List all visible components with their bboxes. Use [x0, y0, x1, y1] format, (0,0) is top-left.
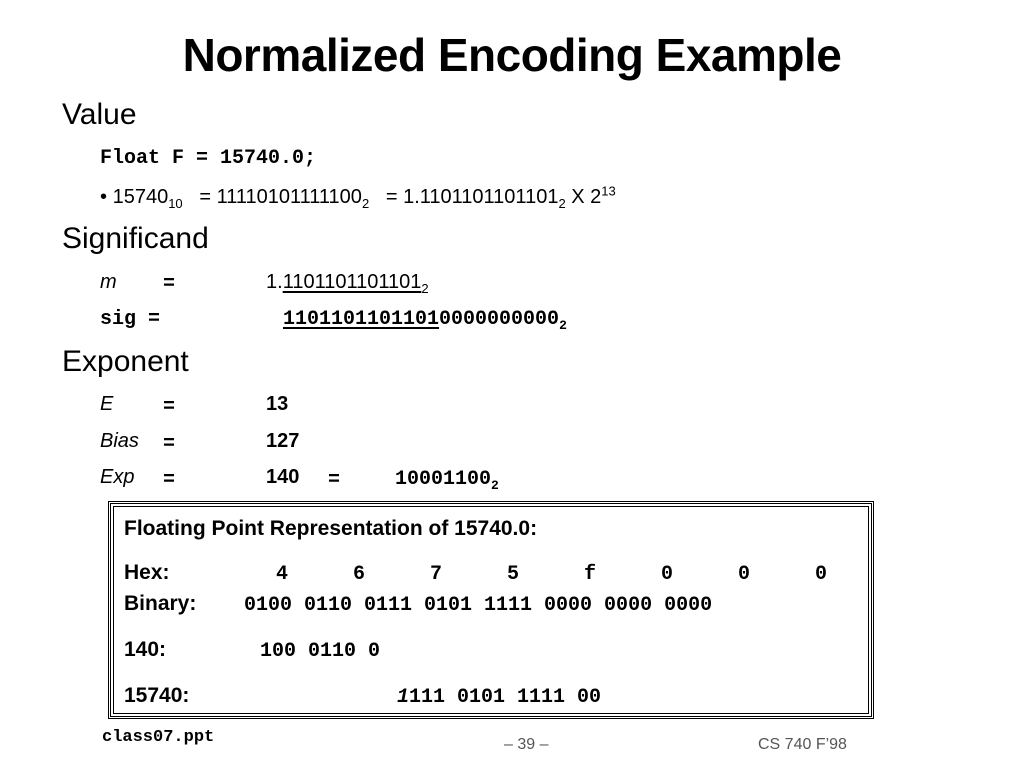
hex-digit: f [584, 563, 597, 586]
exp-equals: = [163, 469, 176, 492]
exp-binary-base: 2 [491, 478, 499, 493]
decimal-value: 15740 [112, 186, 169, 208]
bias-equals: = [163, 433, 176, 456]
representation-box [108, 501, 874, 719]
hex-digit: 0 [661, 563, 674, 586]
implied-leading-one: 1 [397, 686, 410, 709]
hex-digit: 0 [738, 563, 751, 586]
normalized-value: 1.1101101101101 [403, 186, 559, 208]
times-two: X 2 [571, 186, 602, 208]
exp-equals-2: = [328, 469, 341, 492]
row-15740-bits [397, 686, 601, 709]
binary-base: 2 [361, 196, 370, 211]
equals-2: = [385, 186, 398, 208]
representation-box-inner [113, 506, 869, 714]
value-bullet-line [100, 183, 616, 211]
m-label: m [100, 271, 117, 293]
hex-digit: 0 [815, 563, 828, 586]
equals-1: = [199, 186, 212, 208]
sig-underlined: 1101101101101 [283, 308, 440, 331]
row-15740-rest: 111 0101 1111 00 [409, 686, 602, 709]
exponent-13: 13 [601, 183, 616, 199]
m-prefix: 1. [266, 271, 283, 293]
row-140-label: 140: [124, 638, 167, 661]
hex-label: Hex: [124, 561, 170, 584]
e-label: E [100, 393, 114, 415]
e-value: 13 [266, 393, 289, 415]
m-equals: = [163, 273, 176, 296]
sig-base: 2 [559, 318, 567, 333]
exp-value: 140 [266, 466, 300, 488]
value-heading: Value [62, 98, 137, 131]
e-equals: = [163, 396, 176, 419]
bias-label: Bias [100, 430, 139, 452]
sig-rest: 0000000000 [439, 308, 560, 331]
m-value [266, 271, 429, 294]
exponent-heading: Exponent [62, 345, 189, 378]
footer-course: CS 740 F’98 [758, 736, 847, 753]
exp-binary [395, 468, 499, 491]
box-title: Floating Point Representation of 15740.0: [124, 517, 538, 540]
exp-label: Exp [100, 466, 135, 488]
row-140-bits: 100 0110 0 [260, 640, 381, 663]
m-base: 2 [421, 281, 429, 296]
footer-filename: class07.ppt [102, 728, 215, 747]
value-code: Float F = 15740.0; [100, 147, 317, 170]
decimal-base: 10 [168, 196, 183, 211]
bias-value: 127 [266, 430, 300, 452]
exp-binary-value: 10001100 [395, 468, 492, 491]
sig-value [283, 308, 567, 331]
hex-digit: 5 [507, 563, 520, 586]
binary-value: 11110101111100 [216, 186, 362, 208]
footer-page-number: – 39 – [504, 736, 549, 753]
hex-digit: 7 [430, 563, 443, 586]
hex-digit: 6 [353, 563, 366, 586]
bullet: • [100, 186, 108, 208]
hex-digits [276, 563, 835, 586]
hex-digit: 4 [276, 563, 289, 586]
binary-label: Binary: [124, 592, 197, 615]
m-fraction: 1101101101101 [282, 271, 422, 293]
row-15740-label: 15740: [124, 684, 190, 707]
slide-title: Normalized Encoding Example [182, 29, 842, 81]
significand-heading: Significand [62, 222, 209, 255]
sig-label: sig = [100, 308, 161, 331]
normalized-base: 2 [558, 196, 566, 211]
binary-row: 0100 0110 0111 0101 1111 0000 0000 0000 [244, 594, 713, 617]
